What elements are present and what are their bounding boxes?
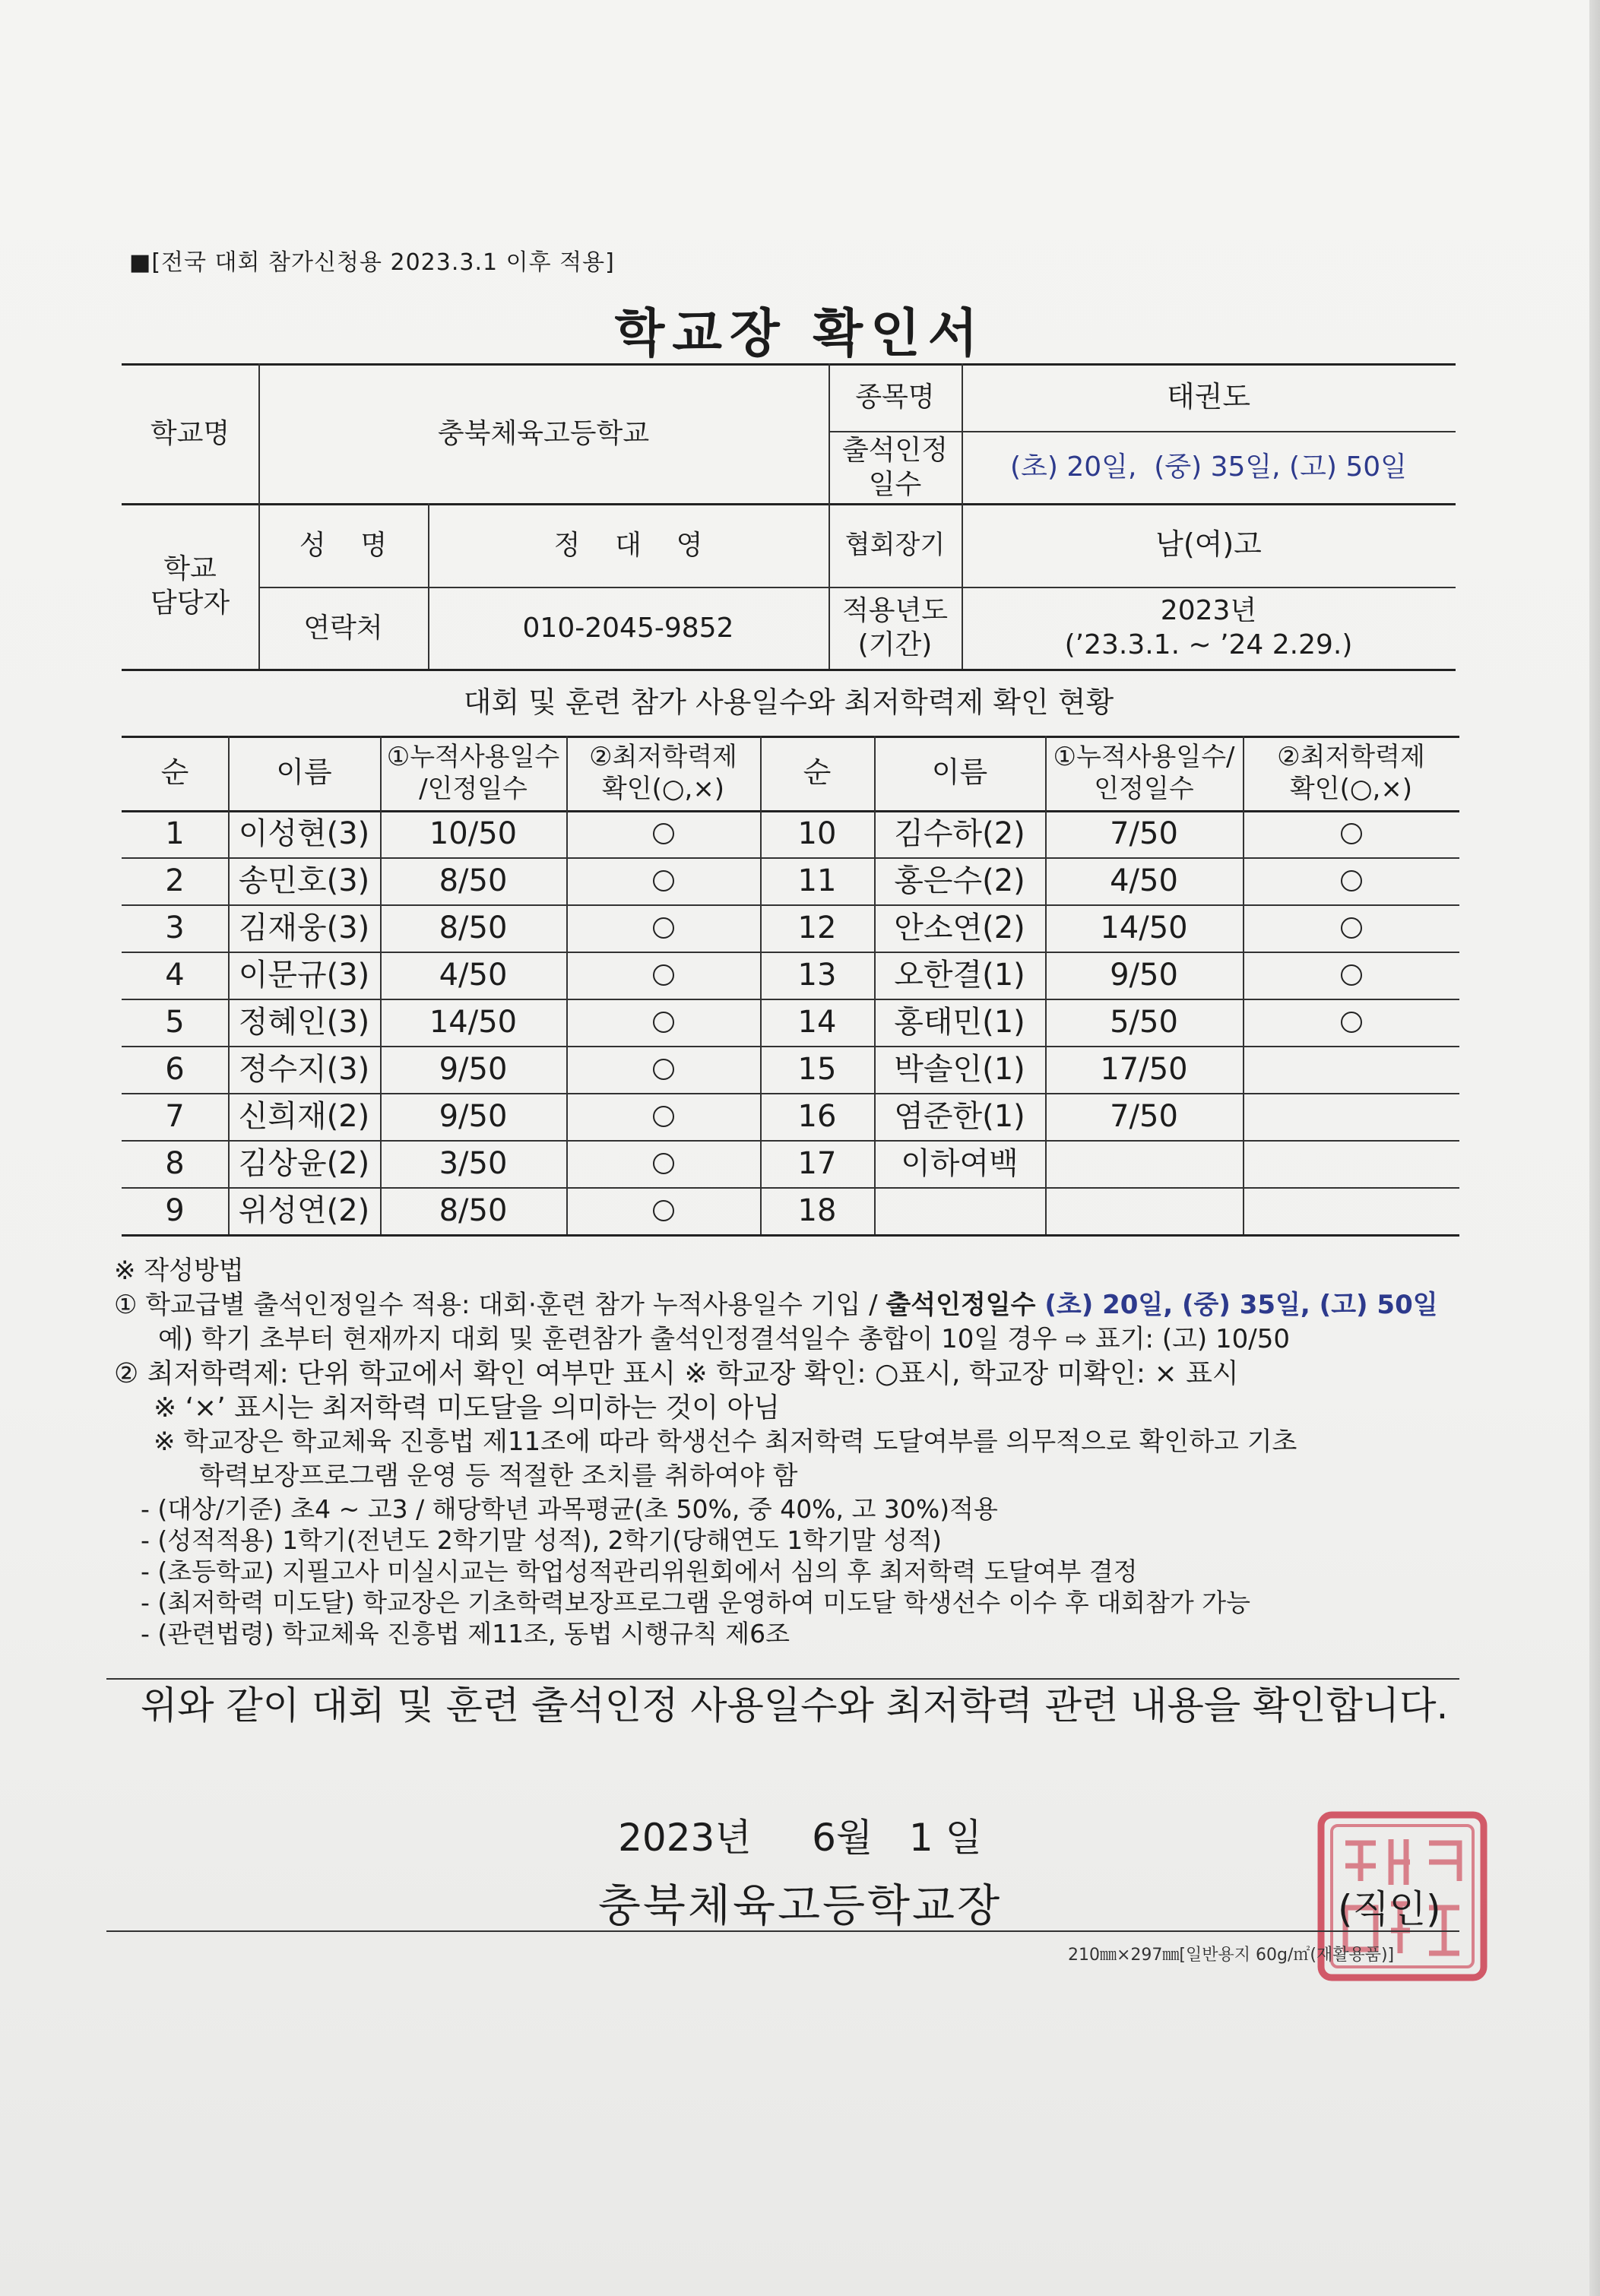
note-1-days: (초) 20일, (중) 35일, (고) 50일 [1044, 1290, 1438, 1320]
note-1-emphasis: 출석인정일수 [886, 1290, 1045, 1320]
phone-label: 연락처 [303, 612, 383, 644]
header-name-left: 이름 [276, 755, 332, 790]
row-number: 6 [165, 1052, 185, 1087]
min-academic-check [566, 1140, 760, 1187]
notes-heading: ※ 작성방법 [114, 1256, 244, 1286]
detail-5: - (관련법령) 학교체육 진흥법 제11조, 동법 시행규칙 제6조 [141, 1619, 790, 1648]
days-used: 9/50 [439, 1052, 508, 1087]
min-academic-check [1243, 1187, 1459, 1234]
circle-mark-icon [653, 1200, 674, 1221]
min-academic-check [1243, 952, 1459, 999]
row-number: 5 [165, 1005, 185, 1040]
days-used: 4/50 [439, 958, 508, 993]
min-academic-check [1243, 1140, 1459, 1187]
student-name: 신희재(2) [238, 1099, 370, 1134]
header-min-right: ②최저학력제 확인(○,×) [1277, 741, 1425, 804]
days-used: 7/50 [1110, 816, 1178, 851]
student-name: 이하여백 [901, 1146, 1019, 1181]
circle-mark-icon [653, 1059, 674, 1080]
instructions [114, 1254, 1482, 1649]
days-used [1045, 1140, 1243, 1187]
min-academic-check [566, 857, 760, 904]
circle-mark-icon [1341, 1012, 1362, 1033]
student-name: 염준한(1) [894, 1099, 1025, 1134]
contact-person-label: 학교 담당자 [150, 553, 230, 619]
min-academic-check [566, 1046, 760, 1093]
days-used: 3/50 [439, 1146, 508, 1181]
student-name: 정수지(3) [238, 1052, 370, 1087]
document-title: 학교장 확인서 [614, 304, 986, 364]
note-2-a: ※ ‘×’ 표시는 최저학력 미도달을 의미하는 것이 아님 [154, 1392, 781, 1424]
school-name-label: 학교명 [150, 417, 230, 449]
days-used: 17/50 [1100, 1052, 1188, 1087]
days-used [1045, 1187, 1243, 1234]
min-academic-check [566, 810, 760, 857]
row-number: 13 [797, 958, 837, 993]
detail-1: - (대상/기준) 초4 ~ 고3 / 해당학년 과목평균(초 50%, 중 40%, 고 30%)적용 [141, 1494, 998, 1524]
days-used: 5/50 [1110, 1005, 1178, 1040]
footer-divider [106, 1930, 1459, 1932]
confirmation-text: 위와 같이 대회 및 훈련 출석인정 사용일수와 최저학력 관련 내용을 확인합니다. [141, 1683, 1449, 1728]
student-name: 홍은수(2) [894, 863, 1025, 898]
row-number: 10 [797, 816, 837, 851]
min-academic-check [566, 1187, 760, 1234]
student-name: 이문규(3) [238, 958, 370, 993]
circle-mark-icon [653, 917, 674, 939]
student-name: 송민호(3) [238, 863, 370, 898]
sport-label: 종목명 [855, 382, 935, 413]
circle-mark-icon [653, 1012, 674, 1033]
header-days-left: ①누적사용일수 /인정일수 [386, 741, 560, 804]
min-academic-check [1243, 999, 1459, 1046]
phone-value: 010-2045-9852 [522, 612, 734, 644]
note-2-b1: ※ 학교장은 학교체육 진흥법 제11조에 따라 학생선수 최저학력 도달여부를 의무적으로 확인하고 기초 [154, 1427, 1297, 1457]
header-days-right: ①누적사용일수/ 인정일수 [1053, 741, 1235, 804]
header-note: ■[전국 대회 참가신청용 2023.3.1 이후 적용] [129, 249, 615, 276]
circle-mark-icon [653, 964, 674, 986]
year-value [962, 587, 1456, 669]
min-academic-check [566, 1093, 760, 1140]
seal-label: (직인) [1338, 1887, 1441, 1931]
attendance-value: (초) 20일, (중) 35일, (고) 50일 [1010, 451, 1407, 483]
days-used: 8/50 [439, 910, 508, 945]
student-name: 홍태민(1) [894, 1005, 1025, 1040]
days-used: 8/50 [439, 863, 508, 898]
sport-value: 태권도 [1166, 379, 1251, 413]
circle-mark-icon [653, 823, 674, 844]
assoc-label: 협회장기 [844, 529, 946, 560]
year-text: 2023년 [1160, 595, 1257, 626]
row-number: 14 [797, 1005, 837, 1040]
row-number: 11 [797, 863, 837, 898]
detail-2: - (성적적용) 1학기(전년도 2학기말 성적), 2학기(당해연도 1학기말 성적) [141, 1525, 943, 1555]
student-name: 김재웅(3) [238, 910, 370, 945]
row-number: 15 [797, 1052, 837, 1087]
days-used: 4/50 [1110, 863, 1178, 898]
min-academic-check [1243, 1093, 1459, 1140]
circle-mark-icon [1341, 964, 1362, 986]
school-name-value: 충북체육고등학교 [437, 417, 650, 449]
signer-title: 충북체육고등학교장 [597, 1880, 1003, 1931]
row-number: 4 [165, 958, 185, 993]
days-used: 14/50 [1100, 910, 1188, 945]
document-date: 2023년 6월 1 일 [618, 1816, 982, 1860]
student-name: 김수하(2) [894, 816, 1025, 851]
row-number: 16 [797, 1099, 837, 1134]
name-value: 정 대 영 [553, 529, 703, 561]
header-no-left: 순 [160, 755, 189, 790]
note-1-text: ① 학교급별 출석인정일수 적용: 대회·훈련 참가 누적사용일수 기입 / [114, 1290, 886, 1320]
min-academic-check [566, 952, 760, 999]
circle-mark-icon [1341, 823, 1362, 844]
row-number: 2 [165, 863, 185, 898]
circle-mark-icon [653, 870, 674, 891]
circle-mark-icon [1341, 917, 1362, 939]
student-name: 김상윤(2) [238, 1146, 370, 1181]
detail-3: - (초등학교) 지필고사 미실시교는 학업성적관리위원회에서 심의 후 최저학력 도달여부 결정 [141, 1557, 1138, 1586]
days-used: 14/50 [429, 1005, 518, 1040]
note-1-example: 예) 학기 초부터 현재까지 대회 및 훈련참가 출석인정결석일수 총합이 10일 경우 ⇨ 표기: (고) 10/50 [158, 1324, 1290, 1354]
row-number: 1 [165, 816, 185, 851]
row-number: 9 [165, 1193, 185, 1228]
row-number: 7 [165, 1099, 185, 1134]
note-2: ② 최저학력제: 단위 학교에서 확인 여부만 표시 ※ 학교장 확인: ○표시, 학교장 미확인: × 표시 [114, 1358, 1239, 1389]
section-title: 대회 및 훈련 참가 사용일수와 최저학력제 확인 현황 [463, 686, 1114, 720]
days-used: 9/50 [1110, 958, 1178, 993]
row-number: 17 [797, 1146, 837, 1181]
assoc-value: 남(여)고 [1155, 527, 1262, 562]
student-name [874, 1187, 1045, 1234]
min-academic-check [1243, 857, 1459, 904]
min-academic-check [566, 999, 760, 1046]
min-academic-check [1243, 1046, 1459, 1093]
header-name-right: 이름 [931, 755, 988, 790]
header-min-left: ②최저학력제 확인(○,×) [589, 741, 737, 804]
days-used: 8/50 [439, 1193, 508, 1228]
circle-mark-icon [653, 1106, 674, 1127]
period-text: (’23.3.1. ~ ’24 2.29.) [1064, 629, 1353, 660]
detail-4: - (최저학력 미도달) 학교장은 기초학력보장프로그램 운영하여 미도달 학생선수 이수 후 대회참가 가능 [141, 1588, 1251, 1617]
note-1 [114, 1288, 1482, 1322]
attendance-label: 출석인정 일수 [841, 434, 949, 500]
min-academic-check [1243, 904, 1459, 952]
circle-mark-icon [653, 1153, 674, 1174]
min-academic-check [566, 904, 760, 952]
days-used: 10/50 [429, 816, 518, 851]
header-no-right: 순 [803, 755, 832, 790]
year-label: 적용년도 (기간) [841, 595, 949, 660]
paper-spec: 210㎜×297㎜[일반용지 60g/㎡(재활용품)] [1068, 1946, 1395, 1965]
student-name: 이성현(3) [238, 816, 370, 851]
days-used: 9/50 [439, 1099, 508, 1134]
min-academic-check [1243, 810, 1459, 857]
student-name: 박솔인(1) [894, 1052, 1025, 1087]
student-name: 위성연(2) [238, 1193, 370, 1228]
note-2-b2: 학력보장프로그램 운영 등 적절한 조치를 취하여야 함 [199, 1461, 798, 1491]
name-label: 성 명 [299, 529, 388, 561]
student-name: 정혜인(3) [238, 1005, 370, 1040]
student-name: 안소연(2) [894, 910, 1025, 945]
row-number: 8 [165, 1146, 185, 1181]
circle-mark-icon [1341, 870, 1362, 891]
row-number: 3 [165, 910, 185, 945]
student-name: 오한결(1) [894, 958, 1025, 993]
row-number: 18 [797, 1193, 837, 1228]
row-number: 12 [797, 910, 837, 945]
days-used: 7/50 [1110, 1099, 1178, 1134]
